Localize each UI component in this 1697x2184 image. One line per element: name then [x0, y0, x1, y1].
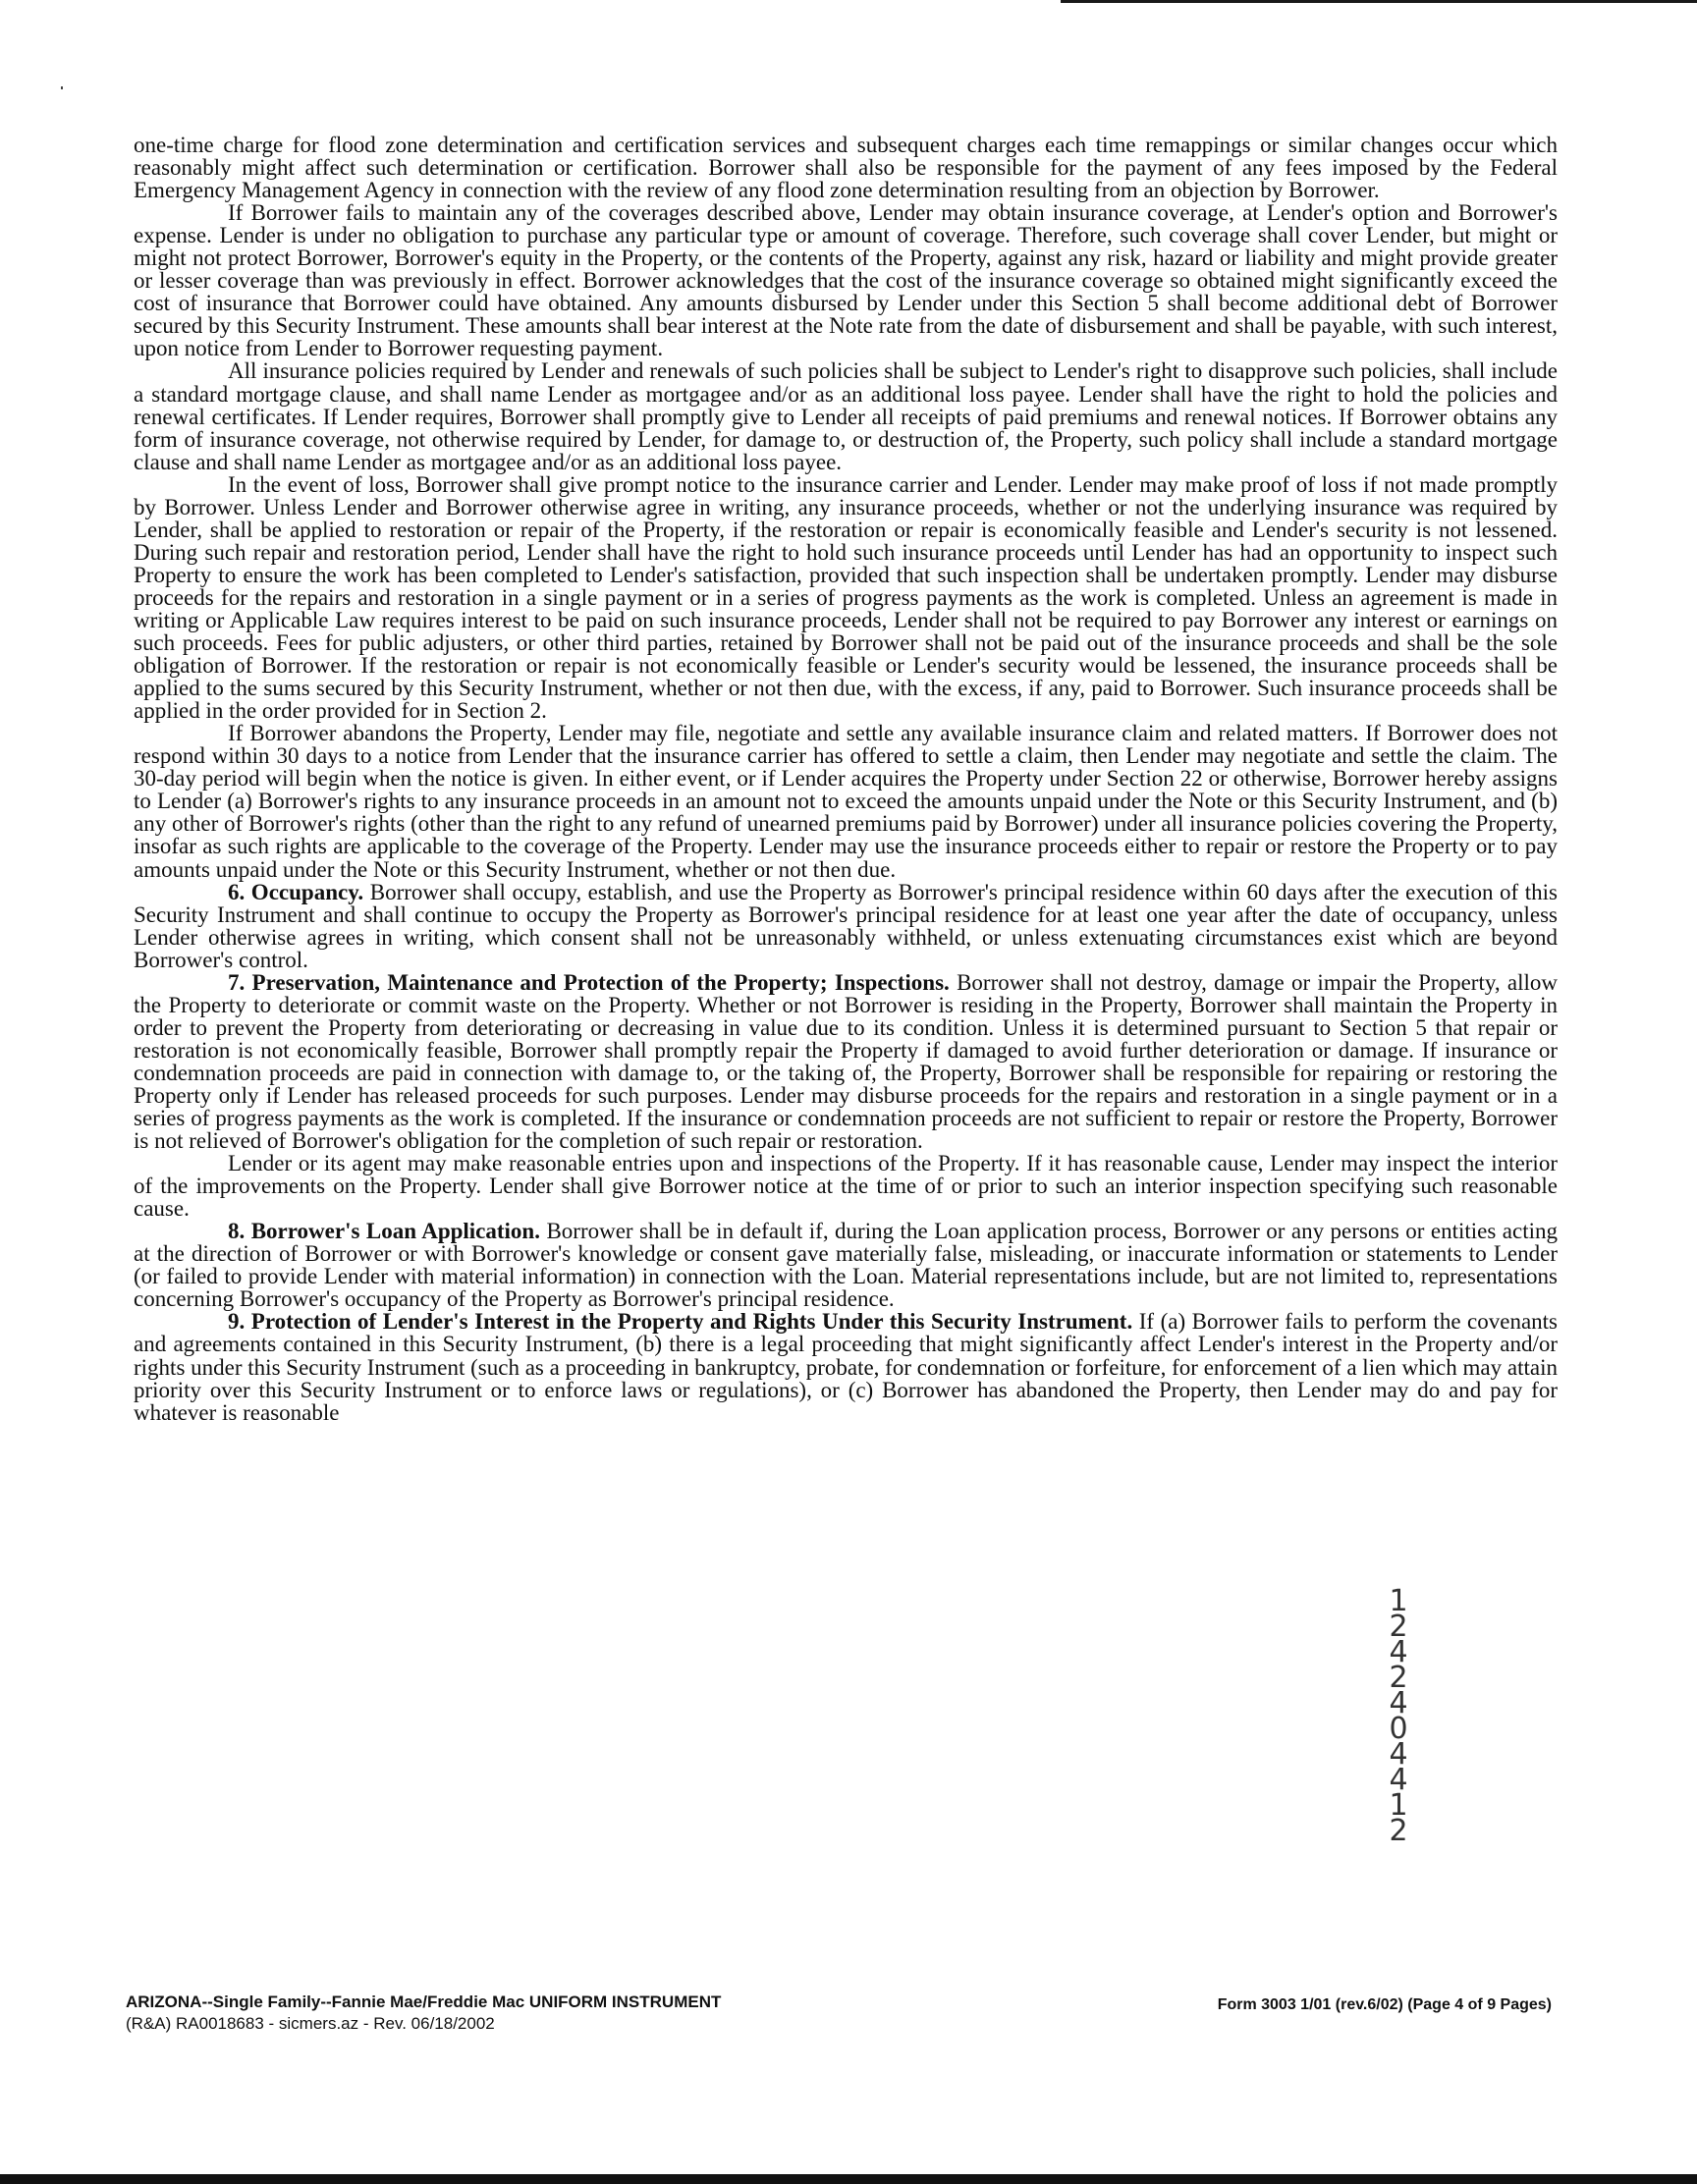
- section-9-protection: [134, 1310, 1558, 1423]
- recording-number: [1379, 1584, 1418, 1848]
- recording-digit: 4: [1389, 1686, 1408, 1720]
- scan-edge-bottom: [0, 2174, 1697, 2184]
- paragraph-text: In the event of loss, Borrower shall give prompt notice to the insurance carrier and Lender. Lender may make proof of loss if not made promptly by Borrower. Unless Lender and Borrower otherwise agree in writing, any insurance proceeds, whether or not the underlying insurance was required by Lender, shall be applied to restoration or repair of the Property, if the restoration or repair is economically feasible and Lender's security is not lessened. During such repair and restoration period, Lender shall have the right to hold such insurance proceeds until Lender has had an opportunity to inspect such Property to ensure the work has been completed to Lender's satisfaction, provided that such inspection shall be undertaken promptly. Lender may disburse proceeds for the repairs and restoration in a single payment or in a series of progress payments as the work is completed. Unless an agreement is made in writing or Applicable Law requires interest to be paid on such insurance proceeds, Lender shall not be required to pay Borrower any interest or earnings on such proceeds. Fees for public adjusters, or other third parties, retained by Borrower shall not be paid out of the insurance proceeds and shall be the sole obligation of Borrower. If the restoration or repair is not economically feasible or Lender's security would be lessened, the insurance proceeds shall be applied to the sums secured by this Security Instrument, whether or not then due, with the excess, if any, paid to Borrower. Such insurance proceeds shall be applied in the order provided for in Section 2.: [134, 471, 1558, 724]
- recording-digit: 2: [1389, 1814, 1408, 1848]
- section-heading: 9. Protection of Lender's Interest in the Property and Rights Under this Security Instrument.: [228, 1309, 1133, 1335]
- paragraph-text: If Borrower fails to maintain any of the coverages described above, Lender may obtain insurance coverage, at Lender's option and Borrower's expense. Lender is under no obligation to purchase any particular type or amount of coverage. Therefore, such coverage shall cover Lender, but might or might not protect Borrower, Borrower's equity in the Property, or the contents of the Property, against any risk, hazard or liability and might provide greater or lesser coverage than was previously in effect. Borrower acknowledges that the cost of the insurance coverage so obtained might significantly exceed the cost of insurance that Borrower could have obtained. Any amounts disbursed by Lender under this Section 5 shall become additional debt of Borrower secured by this Security Instrument. These amounts shall bear interest at the Note rate from the date of disbursement and shall be payable, with such interest, upon notice from Lender to Borrower requesting payment.: [134, 200, 1558, 361]
- section-7-preservation: [134, 971, 1558, 1152]
- paragraph-text: one-time charge for flood zone determination and certification services and subsequent charges each time remappings or similar changes occur which reasonably might affect such determination or certification. Borrower shall also be responsible for the payment of any fees imposed by the Federal Emergency Management Agency in connection with the review of any flood zone determination resulting from an objection by Borrower.: [134, 133, 1558, 203]
- paragraph-text: Borrower shall be in default if, during the Loan application process, Borrower or any persons or entities acting at the direction of Borrower or with Borrower's knowledge or consent gave materially false, misleading, or inaccurate information or statements to Lender (or failed to provide Lender with material information) in connection with the Loan. Material representations include, but are not limited to, representations concerning Borrower's occupancy of the Property as Borrower's principal residence.: [134, 1219, 1558, 1312]
- recording-digit: 1: [1389, 1584, 1408, 1618]
- scan-speck: [61, 86, 63, 89]
- recording-digit: 2: [1389, 1610, 1408, 1644]
- section-heading: 8. Borrower's Loan Application.: [228, 1219, 540, 1244]
- section-8-loan-application: [134, 1220, 1558, 1310]
- recording-digit: 4: [1389, 1737, 1408, 1772]
- paragraph-coverage-failure: [134, 201, 1558, 359]
- section-heading: 6. Occupancy.: [228, 879, 364, 904]
- paragraph-text: If Borrower abandons the Property, Lender may file, negotiate and settle any available insurance claim and related matters. If Borrower does not respond within 30 days to a notice from Lender that the insurance carrier has offered to settle a claim, then Lender may negotiate and settle the claim. The 30-day period will begin when the notice is given. In either event, or if Lender acquires the Property under Section 22 or otherwise, Borrower hereby assigns to Lender (a) Borrower's rights to any insurance proceeds in an amount not to exceed the amounts unpaid under the Note or this Security Instrument, and (b) any other of Borrower's rights (other than the right to any refund of unearned premiums paid by Borrower) under all insurance policies covering the Property, insofar as such rights are applicable to the coverage of the Property. Lender may use the insurance proceeds either to repair or restore the Property or to pay amounts unpaid under the Note or this Security Instrument, whether or not then due.: [134, 721, 1558, 882]
- paragraph-inspections: [134, 1152, 1558, 1220]
- recording-digit: 1: [1389, 1788, 1408, 1823]
- paragraph-text: Lender or its agent may make reasonable entries upon and inspections of the Property. If it has reasonable cause, Lender may inspect the interior of the improvements on the Property. Lender shall give Borrower notice at the time of or prior to such an interior inspection specifying such reasonable cause.: [134, 1151, 1558, 1222]
- paragraph-event-of-loss: [134, 473, 1558, 723]
- recording-digit: 4: [1389, 1763, 1408, 1797]
- section-6-occupancy: [134, 881, 1558, 971]
- footer-reference-code: (R&A) RA0018683 - sicmers.az - Rev. 06/18/2002: [126, 2014, 495, 2033]
- document-body: [134, 134, 1558, 1424]
- paragraph-text: Borrower shall occupy, establish, and use the Property as Borrower's principal residence within 60 days after the execution of this Security Instrument and shall continue to occupy the Property as Borrower's principal residence for at least one year after the date of occupancy, unless Lender otherwise agrees in writing, which consent shall not be unreasonably withheld, or unless extenuating circumstances exist which are beyond Borrower's control.: [134, 879, 1559, 972]
- recording-digit: 2: [1389, 1661, 1408, 1695]
- paragraph-text: Borrower shall not destroy, damage or impair the Property, allow the Property to deteriorate or commit waste on the Property. Whether or not Borrower is residing in the Property, Borrower shall maintain the Property in order to prevent the Property from deteriorating or decreasing in value due to its condition. Unless it is determined pursuant to Section 5 that repair or restoration is not economically feasible, Borrower shall promptly repair the Property if damaged to avoid further deterioration or damage. If insurance or condemnation proceeds are paid in connection with damage to, or the taking of, the Property, Borrower shall be responsible for repairing or restoring the Property only if Lender has released proceeds for such purposes. Lender may disburse proceeds for the repairs and restoration in a single payment or in a series of progress payments as the work is completed. If the insurance or condemnation proceeds are not sufficient to repair or restore the Property, Borrower is not relieved of Borrower's obligation for the completion of such repair or restoration.: [134, 969, 1558, 1154]
- recording-digit: 0: [1389, 1712, 1408, 1746]
- footer-instrument-title: ARIZONA--Single Family--Fannie Mae/Freddie Mac UNIFORM INSTRUMENT: [126, 1993, 722, 2011]
- scan-edge-top: [1061, 0, 1697, 3]
- footer-form-identifier: [126, 1992, 721, 2035]
- paragraph-insurance-policies: [134, 359, 1558, 472]
- section-heading: 7. Preservation, Maintenance and Protection of the Property; Inspections.: [228, 969, 950, 995]
- recording-digit: 4: [1389, 1635, 1408, 1669]
- paragraph-text: All insurance policies required by Lender and renewals of such policies shall be subject to Lender's right to disapprove such policies, shall include a standard mortgage clause, and shall name Lender as mortgagee and/or as an additional loss payee. Lender shall have the right to hold the policies and renewal certificates. If Lender requires, Borrower shall promptly give to Lender all receipts of paid premiums and renewal notices. If Borrower obtains any form of insurance coverage, not otherwise required by Lender, for damage to, or destruction of, the Property, such policy shall include a standard mortgage clause and shall name Lender as mortgagee and/or as an additional loss payee.: [134, 358, 1558, 474]
- paragraph-flood-zone: [134, 134, 1558, 201]
- footer-page-number: Form 3003 1/01 (rev.6/02) (Page 4 of 9 Pages): [1217, 1996, 1552, 2013]
- paragraph-abandonment: [134, 722, 1558, 880]
- paragraph-text: If (a) Borrower fails to perform the covenants and agreements contained in this Security Instrument, (b) there is a legal proceeding that might significantly affect Lender's interest in the Property and/or rights under this Security Instrument (such as a proceeding in bankruptcy, probate, for condemnation or forfeiture, for enforcement of a lien which may attain priority over this Security Instrument or to enforce laws or regulations), or (c) Borrower has abandoned the Property, then Lender may do and pay for whatever is reasonable: [134, 1309, 1559, 1425]
